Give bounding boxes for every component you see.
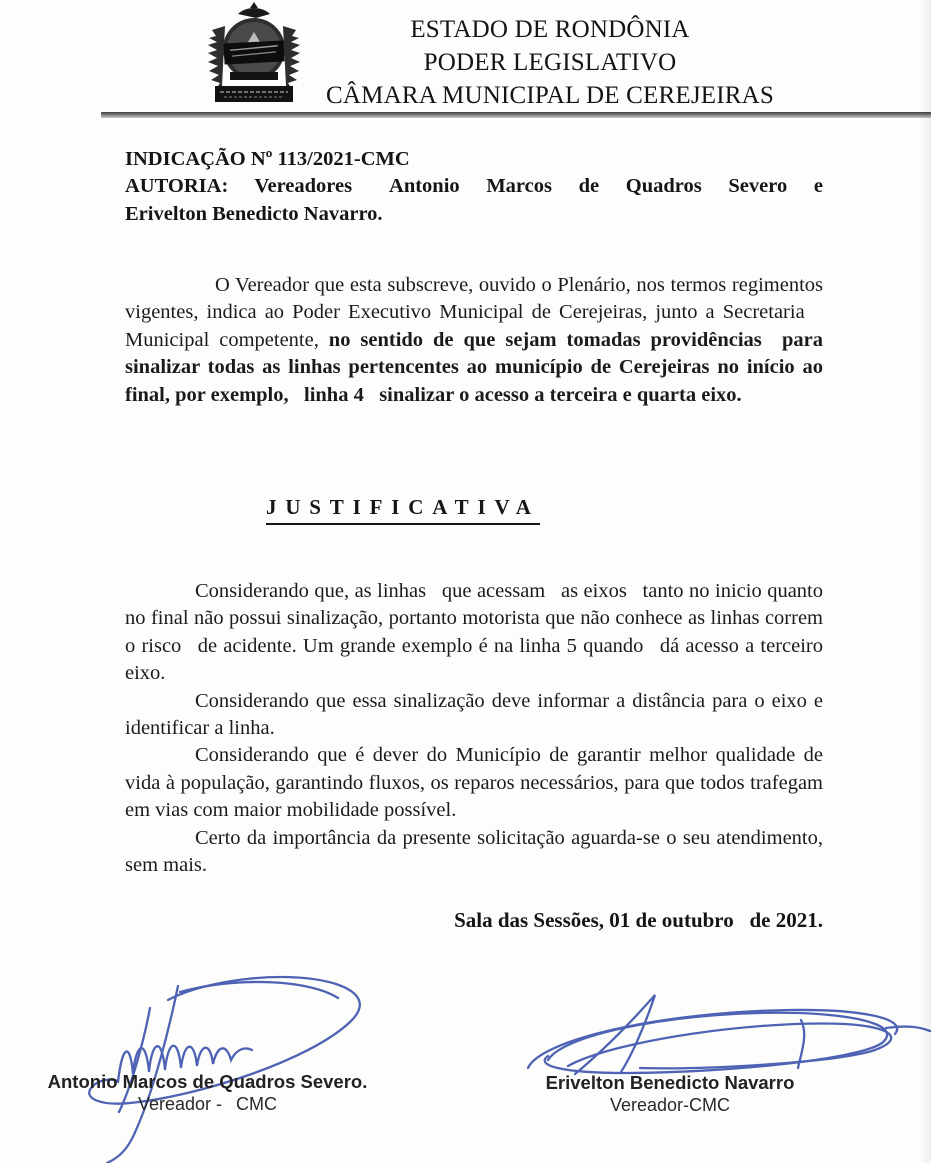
justificativa-paragraph-2: Considerando que essa sinalização deve informar a distância para o eixo e identificar a linha. — [125, 689, 823, 740]
signer-name-antonio: Antonio Marcos de Quadros Severo. — [47, 1071, 368, 1092]
opening-paragraph-normal-text: O Vereador que esta subscreve, ouvido o Plenário, nos termos regimentos vigentes, indica ao Poder Executivo Municipal de Cerejeiras, junto a Secretaria Municipal competente, — [125, 274, 823, 351]
justificativa-heading-wrap — [266, 495, 540, 525]
session-date-line: Sala das Sessões, 01 de outubro de 2021. — [454, 908, 823, 932]
justificativa-heading: JUSTIFICATIVA — [266, 495, 540, 525]
indication-number: INDICAÇÃO Nº 113/2021-CMC — [125, 148, 410, 170]
signer-role-antonio: Vereador - CMC — [137, 1094, 278, 1114]
justificativa-paragraph-4: Certo da importância da presente solicitação aguarda-se o seu atendimento, sem mais. — [125, 826, 823, 877]
header-line-poder: PODER LEGISLATIVO — [423, 49, 677, 76]
title-block — [125, 146, 823, 228]
erivelton-signature-handwriting — [528, 995, 930, 1074]
signer-name-erivelton: Erivelton Benedicto Navarro — [545, 1072, 795, 1093]
header-line-camara: CÂMARA MUNICIPAL DE CEREJEIRAS — [326, 82, 774, 109]
opening-paragraph-bold-text: no sentido de que sejam tomadas providências para sinalizar todas as linhas pertencentes ao município de Cerejeiras no início ao final, por exemplo, linha 4 sinalizar o acesso a terceira e quarta eixo. — [125, 328, 823, 406]
signature-block-antonio — [15, 1070, 400, 1116]
header-line-estado: ESTADO DE RONDÔNIA — [410, 16, 690, 43]
justificativa-paragraph-1: Considerando que, as linhas que acessam as eixos tanto no inicio quanto no final não possui sinalização, portanto motorista que não conhece as linhas correm o risco de acidente. Um grande exemplo é na linha 5 quando dá acesso a terceiro eixo. — [125, 580, 823, 685]
header-divider-rule — [101, 112, 931, 118]
signer-role-erivelton: Vereador-CMC — [609, 1095, 731, 1115]
justificativa-body — [125, 578, 823, 879]
autoria-line-2: Erivelton Benedicto Navarro. — [125, 202, 383, 225]
justificativa-paragraph-3: Considerando que é dever do Município de garantir melhor qualidade de vida à população, garantindo fluxos, os reparos necessários, para que todos trafegam em vias com maior mobilidade possível. — [125, 744, 823, 822]
scan-edge-shading — [919, 0, 931, 1163]
autoria-line-1: AUTORIA: Vereadores Antonio Marcos de Quadros Severo e — [125, 175, 823, 198]
signature-block-erivelton — [495, 1071, 845, 1117]
opening-paragraph — [125, 272, 823, 409]
